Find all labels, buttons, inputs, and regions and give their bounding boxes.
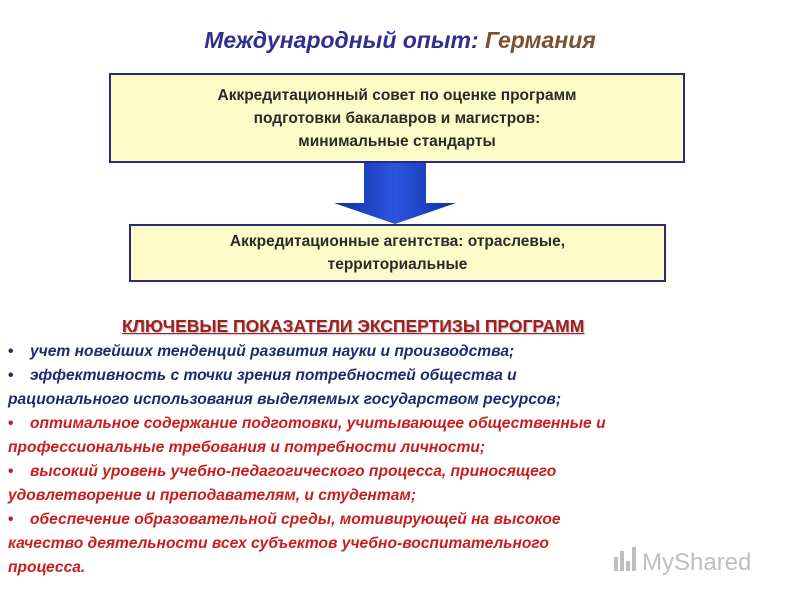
agencies-line-2: территориальные: [327, 256, 468, 273]
agencies-line-1: Аккредитационные агентства: отраслевые,: [229, 233, 566, 250]
list-item-continuation: рационального использования выделяемых государством ресурсов;: [8, 391, 562, 408]
key-indicators-heading: КЛЮЧЕВЫЕ ПОКАЗАТЕЛИ ЭКСПЕРТИЗЫ ПРОГРАММ: [122, 316, 585, 336]
title-main: Международный опыт:: [204, 27, 485, 53]
list-item-text: оптимальное содержание подготовки, учитывающее общественные и: [30, 415, 606, 432]
myshared-watermark-logo: [612, 543, 772, 579]
list-item: [8, 412, 793, 460]
council-line-2: подготовки бакалавров и магистров:: [253, 109, 541, 127]
list-item-continuation: удовлетворение и преподавателям, и студентам;: [8, 487, 417, 504]
down-arrow-shape: [334, 163, 456, 224]
list-item: [8, 460, 793, 508]
accreditation-council-box: [109, 73, 685, 163]
list-item-text: эффективность с точки зрения потребностей общества и: [30, 367, 517, 384]
watermark-text: MyShared: [642, 549, 752, 576]
bullet-icon: •: [8, 367, 14, 384]
bullet-icon: •: [8, 463, 14, 480]
list-item-text: учет новейших тенденций развития науки и производства;: [30, 343, 515, 360]
watermark-bar-icon: [620, 551, 624, 571]
down-arrow-icon: [330, 163, 460, 225]
watermark-bar-icon: [626, 561, 630, 571]
list-item: [8, 364, 793, 412]
bullet-icon: •: [8, 343, 14, 360]
list-item-text: высокий уровень учебно-педагогического процесса, приносящего: [30, 463, 557, 480]
list-item-continuation: профессиональные требования и потребности личности;: [8, 439, 486, 456]
council-line-3: минимальные стандарты: [298, 132, 496, 150]
list-item-continuation: процесса.: [8, 559, 86, 576]
list-item: [8, 340, 793, 364]
list-item-continuation: качество деятельности всех субъектов учебно-воспитательного: [8, 535, 549, 552]
title-accent: Германия: [485, 27, 596, 53]
council-line-1: Аккредитационный совет по оценке программ: [217, 86, 577, 104]
bullet-icon: •: [8, 511, 14, 528]
list-item-text: обеспечение образовательной среды, мотивирующей на высокое: [30, 511, 561, 528]
accreditation-agencies-box: [129, 224, 666, 282]
slide-title: [0, 27, 800, 54]
watermark-bar-icon: [614, 557, 618, 571]
bullet-icon: •: [8, 415, 14, 432]
watermark-bar-icon: [632, 547, 636, 571]
